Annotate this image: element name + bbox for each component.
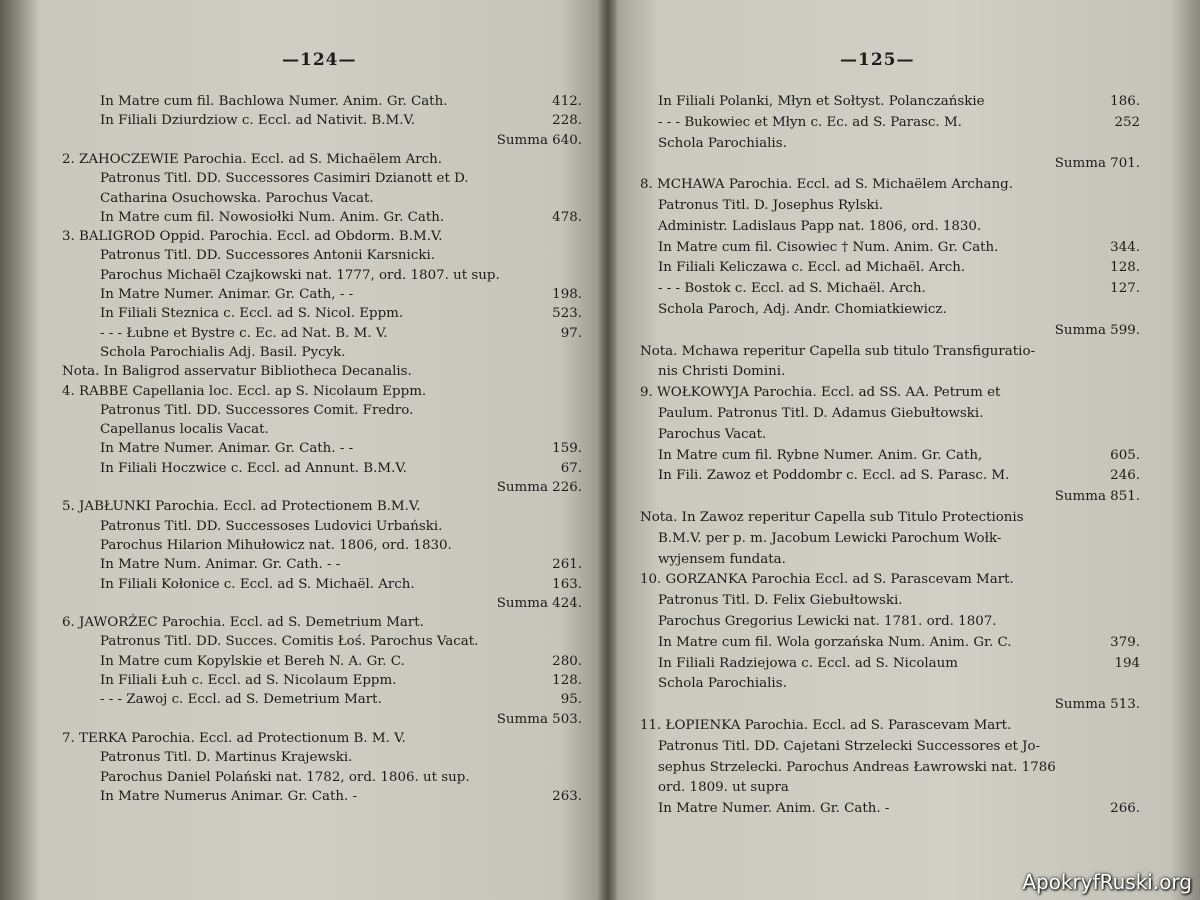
line-number-value: Summa 599.	[1054, 322, 1140, 338]
line-text: Patronus Titl. DD. Successoses Ludovici Urbański.	[100, 518, 443, 534]
line-number-value: 266.	[1110, 801, 1140, 817]
line-number-value: 379.	[1110, 634, 1140, 650]
line-number-value: 127.	[1110, 281, 1140, 297]
line-text: - - - Łubne et Bystre c. Ec. ad Nat. B. M. V.	[100, 325, 388, 341]
text-line	[640, 591, 1140, 611]
text-line	[640, 508, 1140, 528]
line-text: Patronus Titl. DD. Successores Comit. Fredro.	[100, 402, 414, 418]
line-number-value: Summa 851.	[1054, 489, 1140, 505]
line-number-value: 194	[1114, 655, 1140, 671]
line-text: ord. 1809. ut supra	[658, 780, 789, 796]
line-number-value: 246.	[1110, 468, 1140, 484]
text-line	[62, 613, 582, 633]
text-line	[640, 425, 1140, 445]
line-text: Parochus Michaël Czajkowski nat. 1777, ord. 1807. ut sup.	[100, 267, 500, 283]
text-line	[640, 674, 1140, 694]
line-text: 8. MCHAWA Parochia. Eccl. ad S. Michaëlem Archang.	[640, 177, 1013, 193]
text-line	[640, 799, 1140, 819]
line-text: Catharina Osuchowska. Parochus Vacat.	[100, 190, 374, 206]
line-number-value: 67.	[560, 460, 582, 476]
text-line	[640, 487, 1140, 507]
text-line	[640, 654, 1140, 674]
line-text: Parochus Hilarion Mihułowicz nat. 1806, ord. 1830.	[100, 537, 452, 553]
text-line	[62, 266, 582, 286]
line-number-value: Summa 226.	[496, 480, 582, 495]
line-number-value: Summa 701.	[1054, 156, 1140, 172]
line-text: In Matre Numer. Animar. Gr. Cath, - -	[100, 287, 354, 302]
line-text: Capellanus localis Vacat.	[100, 422, 269, 438]
text-line	[62, 401, 582, 421]
text-line	[62, 189, 582, 209]
line-text: In Matre Numer. Anim. Gr. Cath. -	[658, 801, 890, 817]
text-line	[62, 671, 582, 691]
text-line	[62, 150, 582, 170]
text-line	[62, 324, 582, 344]
line-number-value: 128.	[1110, 260, 1140, 276]
text-line	[62, 459, 582, 479]
line-number-value: 478.	[552, 209, 582, 225]
line-number-value: 263.	[552, 788, 582, 804]
text-line	[62, 594, 582, 614]
left-page-number: —124—	[282, 50, 357, 70]
text-line	[640, 570, 1140, 590]
text-line	[640, 633, 1140, 653]
line-text: 5. JABŁUNKI Parochia. Eccl. ad Protectionem B.M.V.	[62, 499, 421, 515]
line-text: 4. RABBE Capellania loc. Eccl. ap S. Nicolaum Eppm.	[62, 383, 427, 399]
text-line	[640, 758, 1140, 778]
line-text: Schola Paroch, Adj. Andr. Chomiatkiewicz.	[658, 302, 947, 317]
text-line	[640, 279, 1140, 299]
line-text: - - - Zawoj c. Eccl. ad S. Demetrium Mart.	[100, 692, 382, 708]
right-page-number: —125—	[840, 50, 915, 70]
watermark: ApokryfRuski.org	[1022, 870, 1192, 894]
line-number-value: 95.	[560, 692, 582, 708]
text-line	[62, 92, 582, 112]
line-text: In Matre cum Kopylskie et Bereh N. A. Gr. C.	[100, 653, 405, 669]
text-line	[62, 246, 582, 266]
text-line	[62, 285, 582, 305]
line-text: 10. GORZANKA Parochia Eccl. ad S. Parascevam Mart.	[640, 572, 1014, 588]
text-line	[62, 690, 582, 710]
line-text: In Filiali Keliczawa c. Eccl. ad Michaël. Arch.	[658, 260, 966, 276]
line-text: sephus Strzelecki. Parochus Andreas Ławrowski nat. 1786	[658, 759, 1056, 775]
right-page	[640, 0, 1140, 900]
line-text: 3. BALIGROD Oppid. Parochia. Eccl. ad Obdorm. B.M.V.	[62, 229, 443, 245]
line-text: In Matre cum fil. Nowosiołki Num. Anim. Gr. Cath.	[100, 209, 445, 225]
line-number-value: 412.	[552, 94, 582, 109]
line-number-value: 128.	[552, 673, 582, 688]
text-line	[640, 550, 1140, 570]
text-line	[62, 382, 582, 402]
text-line	[62, 362, 582, 382]
text-line	[640, 113, 1140, 133]
line-number-value: 186.	[1110, 94, 1140, 109]
line-text: 11. ŁOPIENKA Parochia. Eccl. ad S. Parascevam Mart.	[640, 718, 1012, 733]
text-line	[62, 748, 582, 768]
line-number-value: 523.	[552, 306, 582, 322]
text-line	[640, 716, 1140, 736]
line-number-value: 344.	[1110, 239, 1140, 255]
line-text: Schola Parochialis.	[658, 135, 787, 151]
line-text: In Matre Num. Animar. Gr. Cath. - -	[100, 557, 341, 573]
line-text: Patronus Titl. DD. Succes. Comitis Łoś. Parochus Vacat.	[100, 634, 479, 650]
line-text: In Filiali Kołonice c. Eccl. ad S. Michaël. Arch.	[100, 576, 415, 592]
line-text: 2. ZAHOCZEWIE Parochia. Eccl. ad S. Michaëlem Arch.	[62, 151, 443, 167]
line-text: 7. TERKA Parochia. Eccl. ad Protectionum B. M. V.	[62, 730, 406, 746]
line-text: nis Christi Domini.	[658, 364, 786, 380]
line-number-value: 252	[1114, 114, 1140, 130]
line-number-value: 97.	[560, 325, 582, 341]
left-page	[62, 0, 582, 900]
line-number-value: Summa 424.	[496, 595, 582, 611]
line-number-value: 228.	[552, 113, 582, 129]
text-line	[640, 695, 1140, 715]
line-text: Patronus Titl. D. Felix Giebułtowski.	[658, 593, 903, 609]
text-line	[62, 575, 582, 595]
text-line	[640, 238, 1140, 258]
text-line	[640, 466, 1140, 486]
line-number-value: Summa 640.	[496, 132, 582, 148]
line-number-value: 198.	[552, 287, 582, 302]
line-text: In Matre cum fil. Wola gorzańska Num. Anim. Gr. C.	[658, 634, 1012, 650]
line-text: In Filiali Polanki, Młyn et Sołtyst. Polanczańskie	[658, 94, 985, 109]
text-line	[640, 446, 1140, 466]
text-line	[62, 787, 582, 807]
text-line	[640, 196, 1140, 216]
line-text: In Matre cum fil. Bachlowa Numer. Anim. Gr. Cath.	[100, 94, 448, 109]
line-text: In Matre cum fil. Cisowiec † Num. Anim. Gr. Cath.	[658, 239, 999, 255]
line-text: B.M.V. per p. m. Jacobum Lewicki Parochum Wołk-	[658, 530, 1002, 546]
line-text: Nota. Mchawa reperitur Capella sub titulo Transfiguratio-	[640, 343, 1036, 359]
line-text: Patronus Titl. DD. Successores Casimiri Dzianott et D.	[100, 171, 469, 187]
line-text: In Matre Numerus Animar. Gr. Cath. -	[100, 788, 358, 804]
text-line	[640, 154, 1140, 174]
line-number-value: 605.	[1110, 447, 1140, 463]
text-line	[62, 227, 582, 247]
line-text: Nota. In Baligrod asservatur Bibliotheca Decanalis.	[62, 364, 412, 380]
line-text: Parochus Gregorius Lewicki nat. 1781. ord. 1807.	[658, 614, 997, 629]
text-line	[62, 517, 582, 537]
text-line	[62, 536, 582, 556]
line-text: 9. WOŁKOWYJA Parochia. Eccl. ad SS. AA. Petrum et	[640, 385, 1001, 401]
line-text: 6. JAWORŻEC Parochia. Eccl. ad S. Demetrium Mart.	[62, 615, 424, 631]
line-number-value: Summa 513.	[1054, 697, 1140, 713]
text-line	[62, 343, 582, 363]
line-text: Parochus Vacat.	[658, 426, 767, 442]
line-number-value: 159.	[552, 441, 582, 457]
line-text: In Filiali Radziejowa c. Eccl. ad S. Nicolaum	[658, 655, 958, 671]
line-number-value: 163.	[552, 576, 582, 592]
line-text: In Filiali Dziurdziow c. Eccl. ad Nativit. B.M.V.	[100, 113, 416, 129]
text-line	[640, 778, 1140, 798]
line-text: In Filiali Steznica c. Eccl. ad S. Nicol. Eppm.	[100, 306, 404, 322]
text-line	[640, 383, 1140, 403]
text-line	[62, 169, 582, 189]
text-line	[640, 342, 1140, 362]
text-line	[62, 439, 582, 459]
line-text: Patronus Titl. D. Martinus Krajewski.	[100, 750, 353, 766]
line-text: In Filiali Łuh c. Eccl. ad S. Nicolaum Eppm.	[100, 673, 397, 688]
text-line	[640, 404, 1140, 424]
text-line	[62, 632, 582, 652]
line-text: Patronus Titl. DD. Successores Antonii Karsnicki.	[100, 248, 435, 264]
line-text: Parochus Daniel Polański nat. 1782, ord. 1806. ut sup.	[100, 769, 470, 785]
line-number-value: 280.	[552, 653, 582, 669]
text-line	[62, 729, 582, 749]
line-text: In Matre cum fil. Rybne Numer. Anim. Gr. Cath,	[658, 447, 983, 463]
line-text: In Fili. Zawoz et Poddombr c. Eccl. ad S. Parasc. M.	[658, 468, 1010, 484]
text-line	[62, 420, 582, 440]
text-line	[62, 555, 582, 575]
text-line	[640, 92, 1140, 112]
line-text: Nota. In Zawoz reperitur Capella sub Titulo Protectionis	[640, 510, 1024, 525]
line-text: In Matre Numer. Animar. Gr. Cath. - -	[100, 441, 354, 457]
line-text: - - - Bostok c. Eccl. ad S. Michaël. Arch.	[658, 281, 926, 297]
line-text: Patronus Titl. DD. Cajetani Strzelecki Successores et Jo-	[658, 738, 1041, 754]
line-text: wyjensem fundata.	[658, 551, 786, 567]
text-line	[62, 478, 582, 498]
text-line	[62, 652, 582, 672]
text-line	[62, 111, 582, 131]
text-line	[640, 175, 1140, 195]
text-line	[640, 529, 1140, 549]
line-text: - - - Bukowiec et Młyn c. Ec. ad S. Parasc. M.	[658, 114, 962, 130]
line-text: Schola Parochialis.	[658, 676, 787, 692]
text-line	[640, 321, 1140, 341]
line-text: Administr. Ladislaus Papp nat. 1806, ord. 1830.	[658, 218, 982, 234]
line-text: Schola Parochialis Adj. Basil. Pycyk.	[100, 344, 346, 360]
line-number-value: Summa 503.	[496, 711, 582, 727]
text-line	[640, 612, 1140, 632]
text-line	[640, 362, 1140, 382]
text-line	[62, 208, 582, 228]
text-line	[640, 737, 1140, 757]
text-line	[62, 710, 582, 730]
text-line	[62, 131, 582, 151]
line-text: In Filiali Hoczwice c. Eccl. ad Annunt. B.M.V.	[100, 460, 407, 476]
line-number-value: 261.	[552, 557, 582, 573]
text-line	[62, 304, 582, 324]
text-line	[640, 258, 1140, 278]
line-text: Patronus Titl. D. Josephus Rylski.	[658, 198, 884, 213]
text-line	[640, 300, 1140, 320]
text-line	[640, 217, 1140, 237]
line-text: Paulum. Patronus Titl. D. Adamus Giebułtowski.	[658, 406, 984, 421]
text-line	[62, 768, 582, 788]
text-line	[62, 497, 582, 517]
book-spine	[598, 0, 616, 900]
text-line	[640, 134, 1140, 154]
